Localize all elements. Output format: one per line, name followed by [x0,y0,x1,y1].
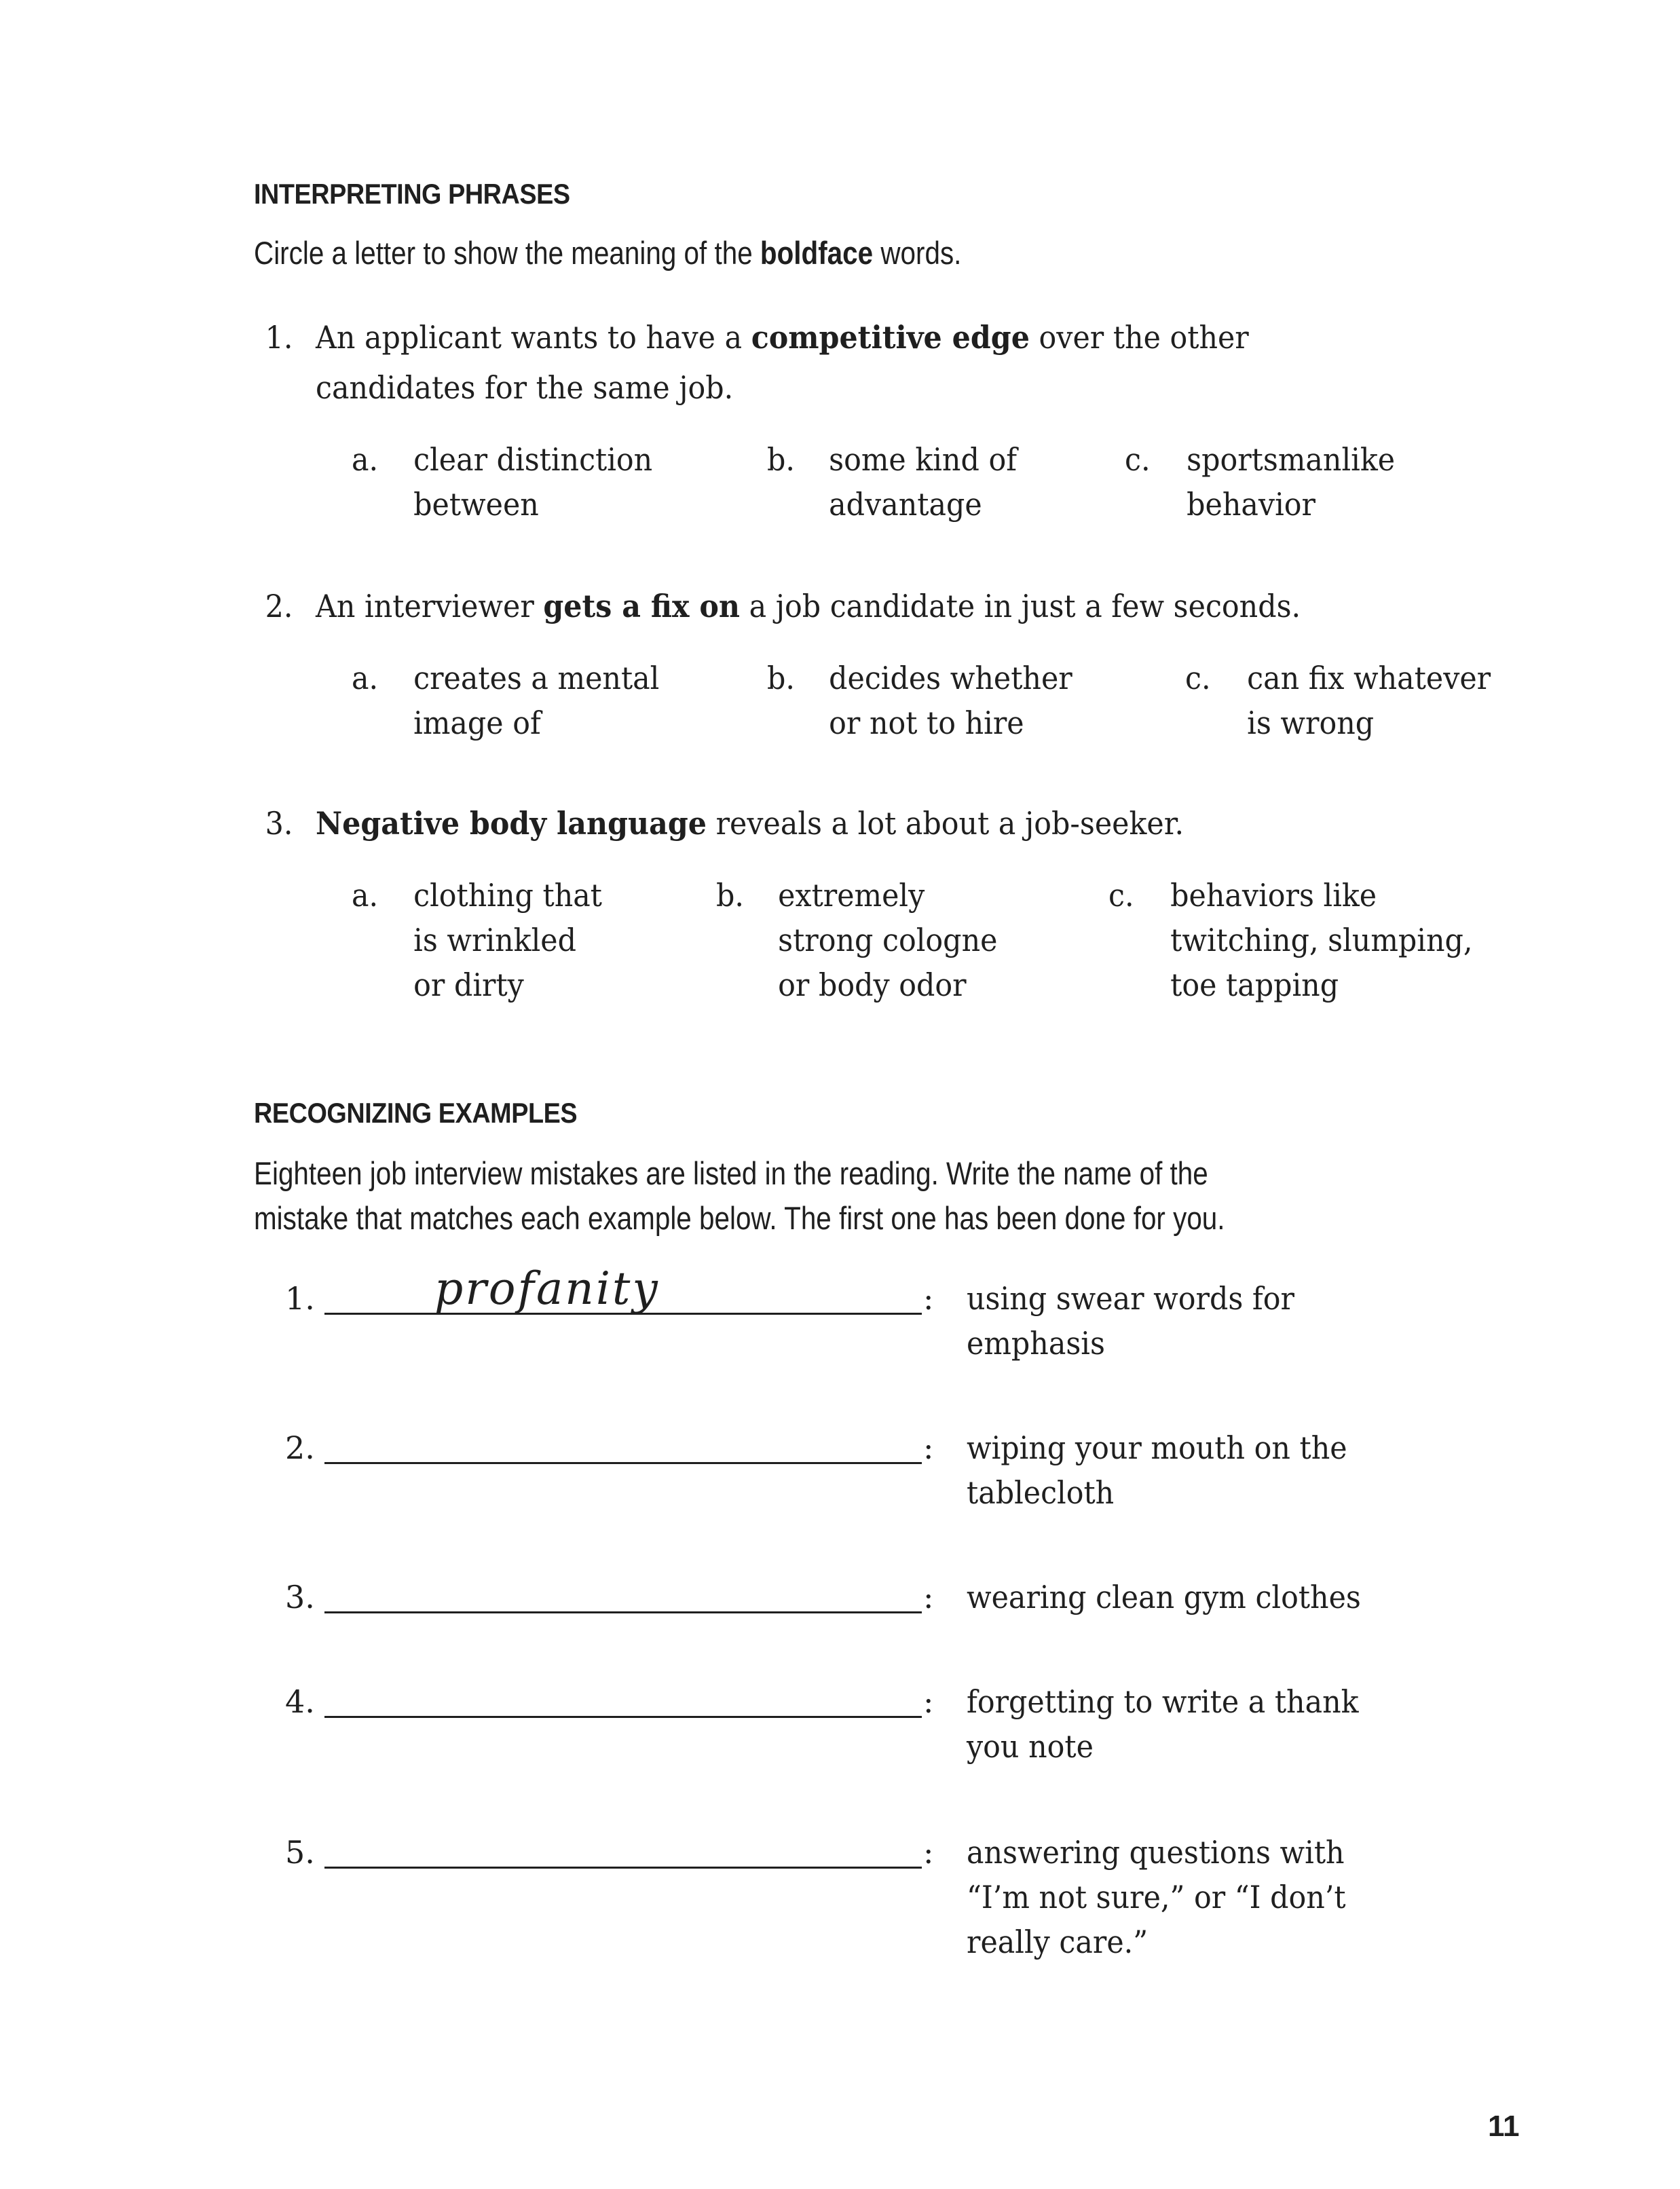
option-letter: b. [767,660,795,696]
colon: : [923,1834,934,1871]
example-number: 1. [285,1280,315,1317]
option-text-line: twitching, slumping, [1170,922,1473,958]
colon: : [923,1579,934,1615]
option-text [1170,873,1472,1007]
option-text-line: clothing that [413,877,602,914]
question-text: a job candidate in just a few seconds. [740,588,1301,624]
option-text [1247,656,1491,745]
option-text-line: advantage [829,486,982,523]
answer-blank-line[interactable] [324,1867,922,1869]
option-letter: b. [716,877,744,914]
example-number: 3. [285,1579,315,1615]
option-letter: a. [352,660,379,696]
example-answer-handwritten: profanity [434,1262,660,1315]
option-letter: c. [1185,660,1211,696]
description-line: you note [967,1728,1094,1765]
description-line: answering questions with [967,1834,1345,1871]
description-line: emphasis [967,1325,1105,1362]
question-bold-phrase: competitive edge [751,319,1030,356]
description-line: really care.” [967,1924,1149,1960]
option-text-line: or body odor [778,967,967,1003]
option-letter: b. [767,441,795,478]
option-text [413,656,659,745]
description-line: forgetting to write a thank [967,1683,1359,1720]
option-text-line: creates a mental [413,660,660,696]
option-letter: a. [352,877,379,914]
example-description [967,1830,1346,1964]
question-number: 3. [265,805,293,842]
example-description [967,1575,1361,1620]
option-text-line: is wrinkled [413,922,576,958]
question-text-line: candidates for the same job. [316,369,734,406]
option-text-line: or dirty [413,967,524,1003]
option-text-line: between [413,486,539,523]
description-line: wearing clean gym clothes [967,1579,1361,1615]
option-text-line: or not to hire [829,705,1024,741]
section-heading-recognizing-examples: RECOGNIZING EXAMPLES [254,1097,578,1129]
question-text-line [316,581,1301,631]
instruction-text-part: Circle a letter to show the meaning of the [254,235,760,271]
option-letter: c. [1125,441,1151,478]
option-text-line: extremely [778,877,925,914]
option-text-line: clear distinction [413,441,653,478]
option-text [1187,437,1395,527]
option-letter: c. [1108,877,1134,914]
colon: : [923,1429,934,1466]
answer-blank-line[interactable] [324,1716,922,1718]
instruction-bold-word: boldface [760,235,874,271]
option-text-line: toe tapping [1170,967,1339,1003]
question-text-line [316,312,1249,362]
option-text-line: behavior [1187,486,1315,523]
example-description [967,1425,1347,1515]
colon: : [923,1280,934,1317]
option-text [778,873,997,1007]
answer-blank-line[interactable] [324,1462,922,1464]
question-number: 1. [265,319,293,356]
option-text [413,437,652,527]
section-heading-interpreting-phrases: INTERPRETING PHRASES [254,178,570,210]
instruction-text [254,231,961,276]
answer-blank-line[interactable] [324,1313,922,1315]
option-text-line: image of [413,705,541,741]
option-text-line: is wrong [1247,705,1375,741]
description-line: wiping your mouth on the [967,1429,1347,1466]
option-text-line: behaviors like [1170,877,1377,914]
question-text: over the other [1029,319,1249,356]
question-text: An applicant wants to have a [316,319,751,356]
colon: : [923,1683,934,1720]
option-letter: a. [352,441,379,478]
option-text-line: some kind of [829,441,1018,478]
question-text-line [316,798,1184,848]
question-text: An interviewer [316,588,544,624]
description-line: tablecloth [967,1474,1115,1511]
instruction-text-line: Eighteen job interview mistakes are listed in the reading. Write the name of the [254,1155,1208,1191]
option-text [829,437,1017,527]
example-number: 5. [285,1834,315,1871]
example-number: 2. [285,1429,315,1466]
answer-blank-line[interactable] [324,1611,922,1613]
question-text: reveals a lot about a job-seeker. [706,805,1184,842]
option-text-line: strong cologne [778,922,998,958]
example-description [967,1679,1359,1769]
description-line: “I’m not sure,” or “I don’t [967,1879,1346,1915]
option-text-line: can fix whatever [1247,660,1491,696]
example-number: 4. [285,1683,315,1720]
option-text-line: decides whether [829,660,1072,696]
question-number: 2. [265,588,293,624]
option-text-line: sportsmanlike [1187,441,1396,478]
question-bold-phrase: gets a fix on [543,588,741,624]
option-text [829,656,1072,745]
description-line: using swear words for [967,1280,1294,1317]
instruction-text-line: mistake that matches each example below. The first one has been done for you. [254,1200,1225,1236]
example-description [967,1276,1294,1366]
question-bold-phrase: Negative body language [316,805,707,842]
option-text [413,873,602,1007]
instruction-text-part: words. [873,235,962,271]
page-number: 11 [1488,2110,1520,2143]
